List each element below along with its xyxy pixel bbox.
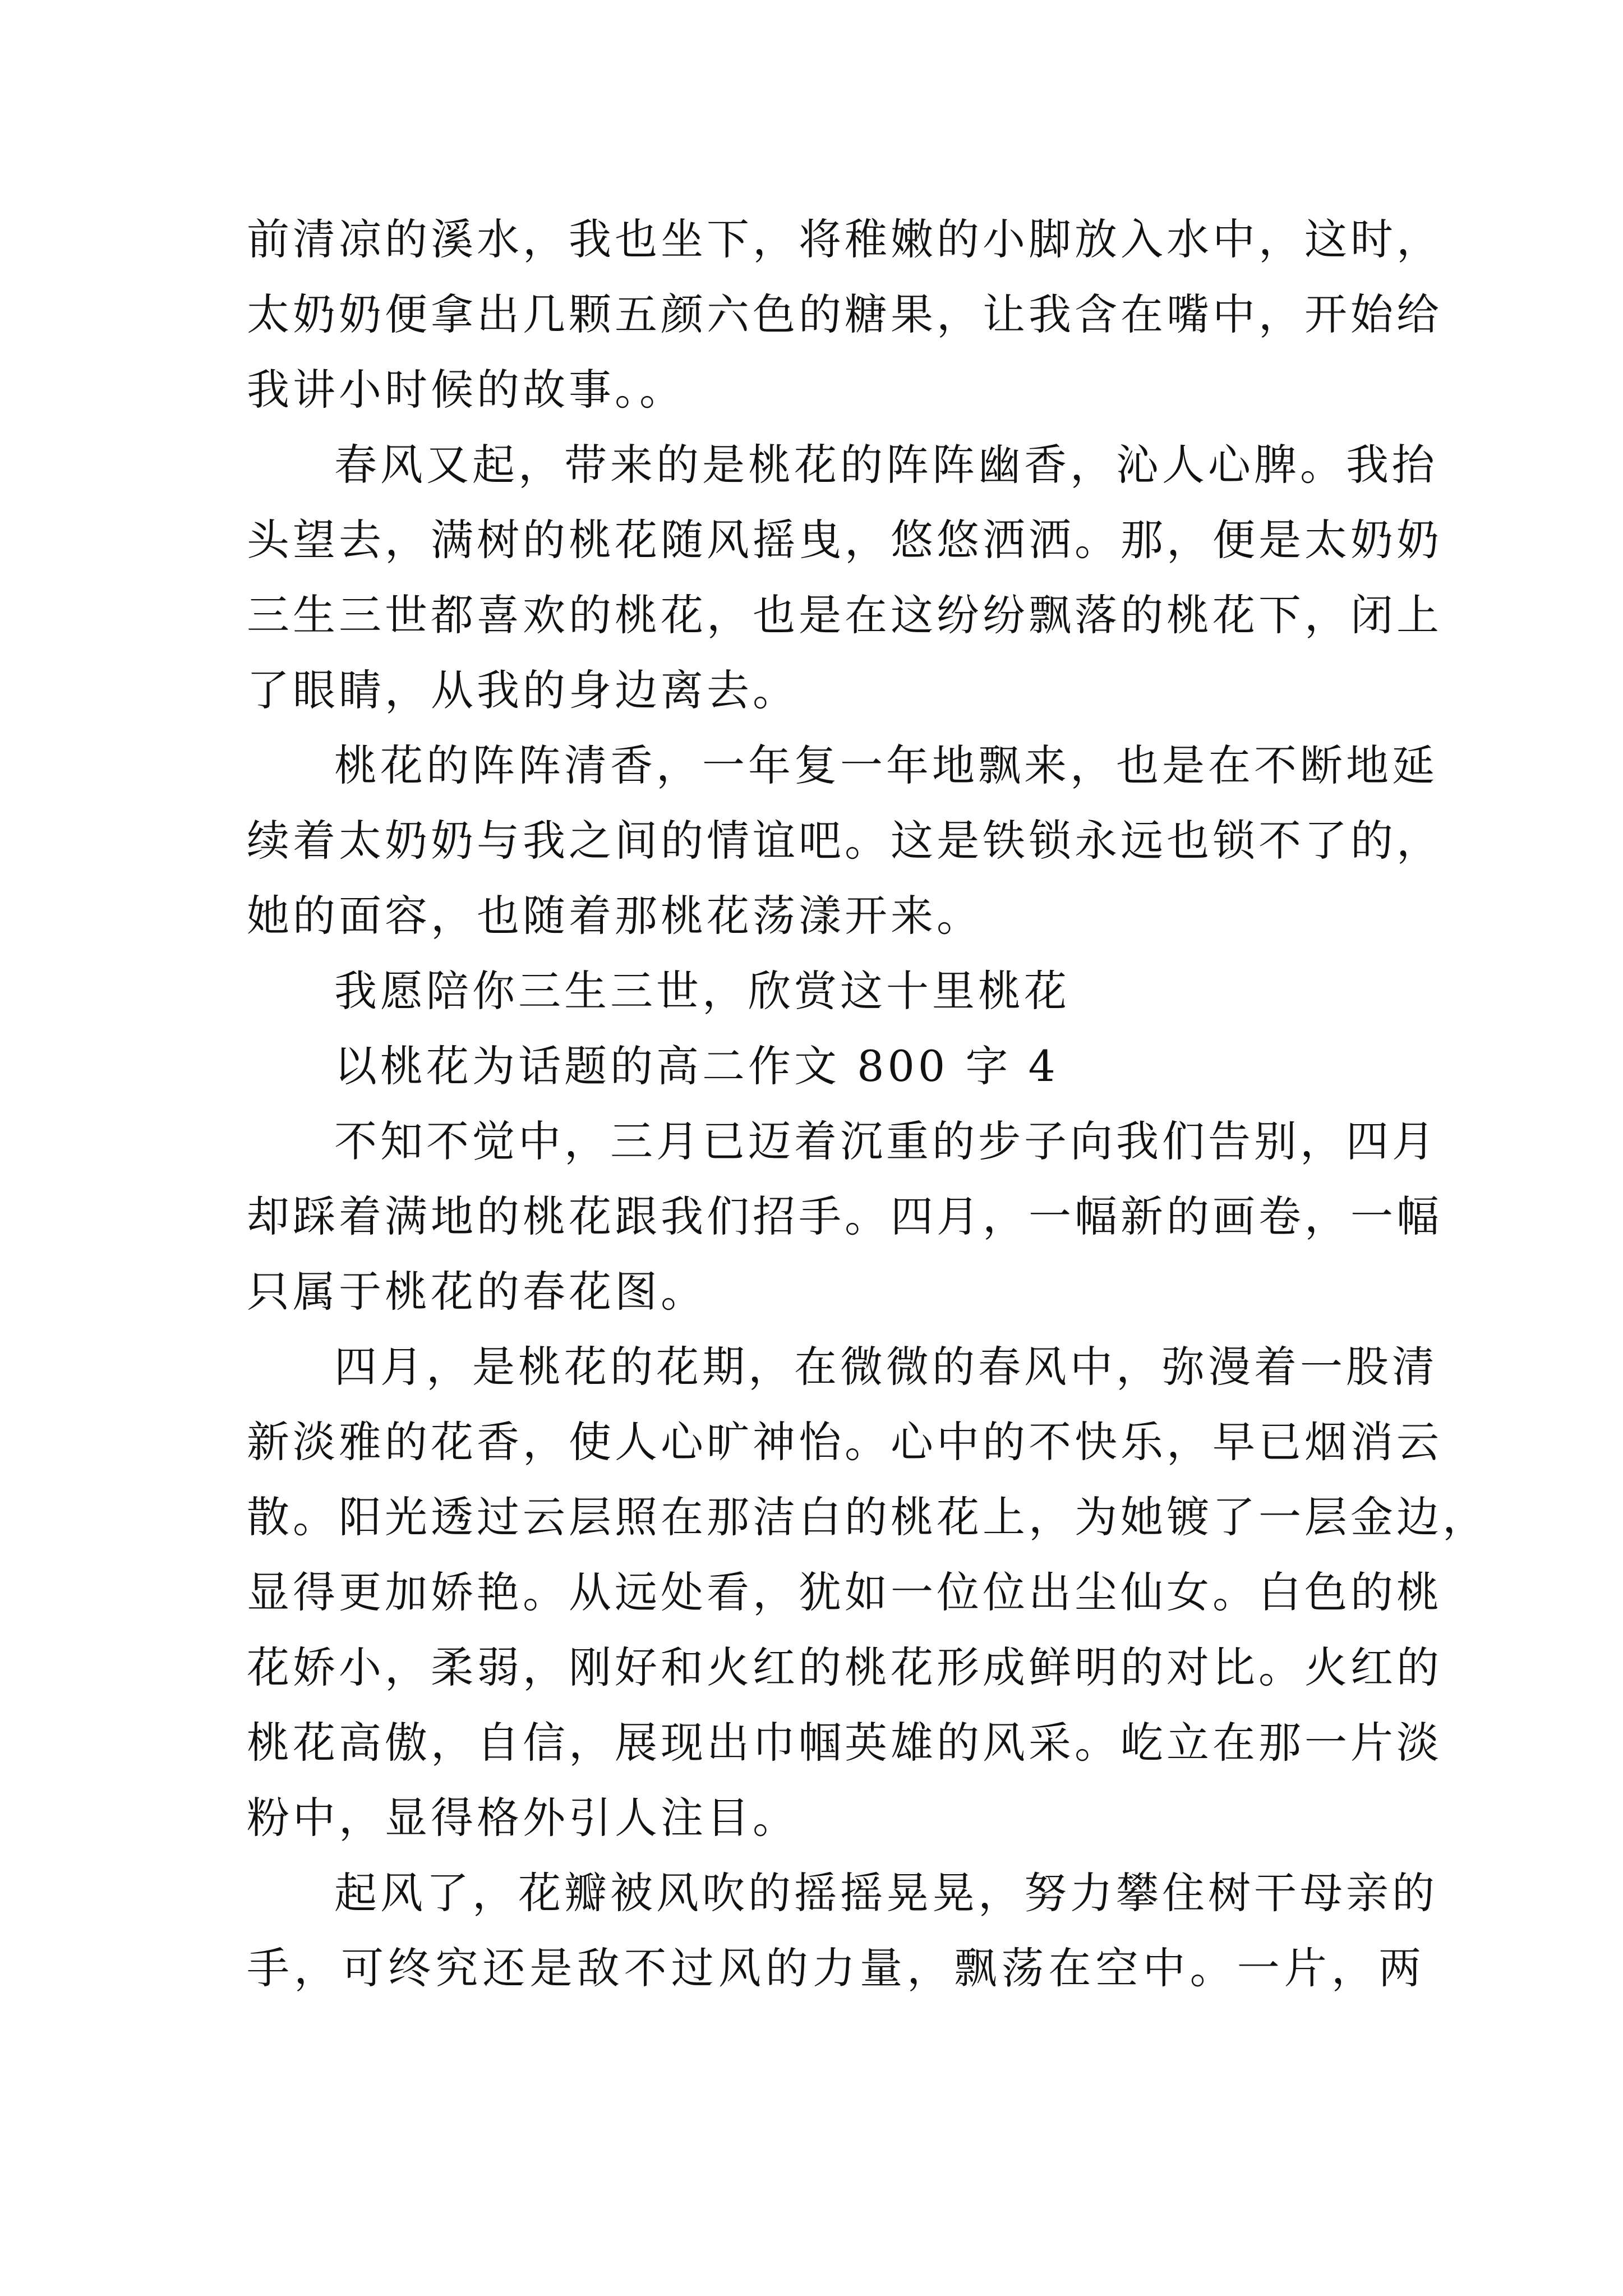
- paragraph-start-line: 我愿陪你三生三世，欣赏这十里桃花: [334, 966, 1070, 1016]
- text-line: 花娇小，柔弱，刚好和火红的桃花形成鲜明的对比。火红的: [247, 1642, 1442, 1692]
- text-line: 前清凉的溪水，我也坐下，将稚嫩的小脚放入水中，这时，: [247, 214, 1442, 264]
- text-line: 三生三世都喜欢的桃花，也是在这纷纷飘落的桃花下，闭上: [247, 590, 1442, 640]
- paragraph-start-line: 不知不觉中，三月已迈着沉重的步子向我们告别，四月: [334, 1116, 1438, 1166]
- paragraph-start-line: 桃花的阵阵清香，一年复一年地飘来，也是在不断地延: [334, 740, 1438, 790]
- essay-heading: 以桃花为话题的高二作文 800 字 4: [334, 1041, 1059, 1091]
- text-line: 只属于桃花的春花图。: [247, 1267, 707, 1317]
- text-line: 手，可终究还是敌不过风的力量，飘荡在空中。一片，两: [247, 1943, 1424, 1993]
- paragraph-start-line: 四月，是桃花的花期，在微微的春风中，弥漫着一股清: [334, 1342, 1438, 1392]
- text-line: 桃花高傲，自信，展现出巾帼英雄的风采。屹立在那一片淡: [247, 1718, 1442, 1768]
- essay-body: [247, 202, 1488, 2006]
- text-line: 续着太奶奶与我之间的情谊吧。这是铁锁永远也锁不了的，: [247, 816, 1442, 866]
- text-line: 太奶奶便拿出几颗五颜六色的糖果，让我含在嘴中，开始给: [247, 289, 1442, 339]
- paragraph-start-line: 春风又起，带来的是桃花的阵阵幽香，沁人心脾。我抬: [334, 440, 1438, 490]
- text-line: 我讲小时候的故事。。: [247, 365, 685, 415]
- text-line: 新淡雅的花香，使人心旷神怡。心中的不快乐，早已烟消云: [247, 1417, 1442, 1467]
- paragraph-start-line: 起风了，花瓣被风吹的摇摇晃晃，努力攀住树干母亲的: [334, 1868, 1438, 1918]
- text-line: 显得更加娇艳。从远处看，犹如一位位出尘仙女。白色的桃: [247, 1567, 1442, 1617]
- text-line: 头望去，满树的桃花随风摇曳，悠悠洒洒。那，便是太奶奶: [247, 515, 1442, 565]
- text-line: 却踩着满地的桃花跟我们招手。四月，一幅新的画卷，一幅: [247, 1191, 1442, 1241]
- text-line: 她的面容，也随着那桃花荡漾开来。: [247, 891, 983, 941]
- text-line: 散。阳光透过云层照在那洁白的桃花上，为她镀了一层金边，: [247, 1492, 1488, 1542]
- text-line: 粉中，显得格外引人注目。: [247, 1793, 799, 1843]
- text-line: 了眼睛，从我的身边离去。: [247, 665, 799, 715]
